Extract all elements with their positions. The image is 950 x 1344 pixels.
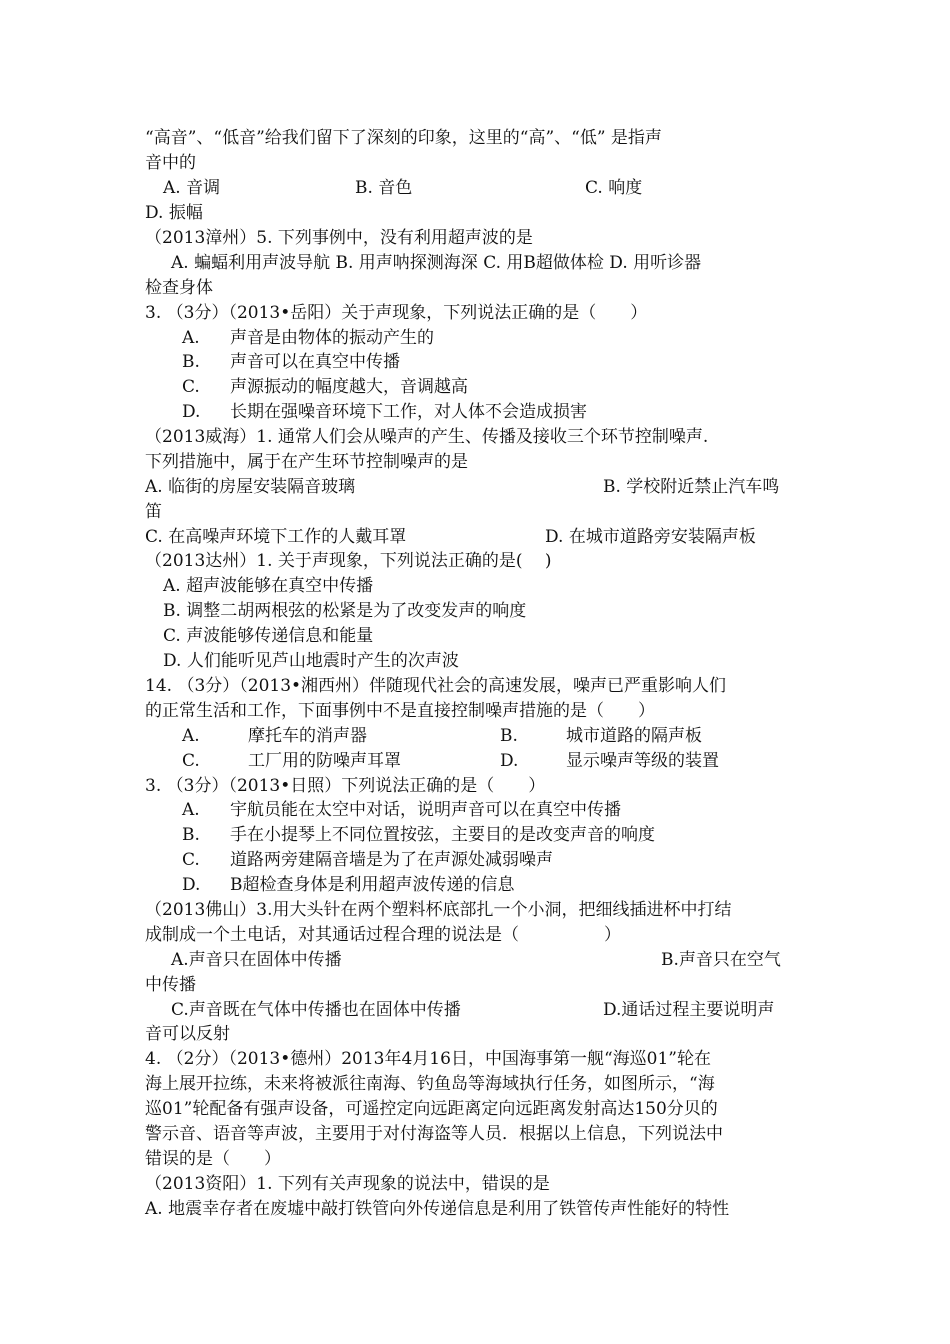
option-text: 手在小提琴上不同位置按弦，主要目的是改变声音的响度 [230, 825, 655, 845]
option-letter: D. [182, 875, 201, 895]
option-letter: B. [500, 726, 518, 746]
text-line: 海上展开拉练，未来将被派往南海、钓鱼岛等海域执行任务，如图所示，“海 [145, 1074, 715, 1094]
option-letter: C. [182, 377, 200, 397]
text-line: 巡01”轮配备有强声设备，可遥控定向远距离定向远距离发射高达150分贝的 [145, 1099, 718, 1119]
text-line: 检查身体 [145, 278, 213, 298]
option-a: A.声音只在固体中传播 [171, 950, 342, 970]
option-letter: B. [182, 825, 200, 845]
question-heading: 14. （3分）（2013•湘西州）伴随现代社会的高速发展，噪声已严重影响人们 [145, 676, 727, 696]
option-letter: A. [182, 800, 200, 820]
option-c: C. 声波能够传递信息和能量 [163, 626, 374, 646]
option-letter: C. [182, 751, 200, 771]
option-text: 工厂用的防噪声耳罩 [248, 751, 401, 771]
option-c: C. 在高噪声环境下工作的人戴耳罩 [145, 527, 407, 547]
question-heading: 3. （3分）（2013•日照）下列说法正确的是（ ） [145, 776, 546, 796]
option-b: B. 调整二胡两根弦的松紧是为了改变发声的响度 [163, 601, 527, 621]
text-line: 音中的 [145, 153, 196, 173]
text-line: 警示音、语音等声波，主要用于对付海盗等人员．根据以上信息，下列说法中 [145, 1124, 723, 1144]
option-d: D.通话过程主要说明声 [603, 1000, 775, 1020]
text-line: “高音”、“低音”给我们留下了深刻的印象，这里的“高”、“低” 是指声 [145, 128, 662, 148]
option-c: C. 响度 [585, 178, 643, 198]
text-line: A. 地震幸存者在废墟中敲打铁管向外传递信息是利用了铁管传声性能好的特性 [145, 1199, 730, 1219]
text-line: 下列措施中，属于在产生环节控制噪声的是 [145, 452, 468, 472]
option-text: 道路两旁建隔音墙是为了在声源处减弱噪声 [230, 850, 553, 870]
option-text: 声音可以在真空中传播 [230, 352, 400, 372]
option-d: D. 在城市道路旁安装隔声板 [545, 527, 756, 547]
text-line: 中传播 [145, 975, 196, 995]
text-line: 音可以反射 [145, 1024, 230, 1044]
option-text: B超检查身体是利用超声波传递的信息 [230, 875, 515, 895]
option-b: B. 学校附近禁止汽车鸣 [603, 477, 780, 497]
option-a: A. 超声波能够在真空中传播 [163, 576, 374, 596]
option-letter: C. [182, 850, 200, 870]
option-letter: B. [182, 352, 200, 372]
option-text: 声音是由物体的振动产生的 [230, 328, 434, 348]
text-line: 成制成一个土电话，对其通话过程合理的说法是（ ） [145, 925, 621, 945]
text-line: 笛 [145, 502, 162, 522]
option-a: A. 临街的房屋安装隔音玻璃 [145, 477, 356, 497]
question-heading: （2013漳州）5. 下列事例中，没有利用超声波的是 [145, 228, 533, 248]
question-heading: 3. （3分）（2013•岳阳）关于声现象，下列说法正确的是（ ） [145, 303, 648, 323]
option-a: A. 音调 [163, 178, 221, 198]
option-text: 宇航员能在太空中对话，说明声音可以在真空中传播 [230, 800, 621, 820]
option-b: B. 音色 [355, 178, 413, 198]
option-letter: D. [182, 402, 201, 422]
option-b: B.声音只在空气 [661, 950, 781, 970]
option-d: D. 振幅 [145, 203, 203, 223]
option-letter: D. [500, 751, 519, 771]
option-text: 显示噪声等级的装置 [566, 751, 719, 771]
option-text: 长期在强噪音环境下工作，对人体不会造成损害 [230, 402, 587, 422]
text-line: A. 蝙蝠利用声波导航 B. 用声呐探测海深 C. 用B超做体检 D. 用听诊器 [171, 253, 702, 273]
question-heading: （2013佛山）3.用大头针在两个塑料杯底部扎一个小洞，把细线插进杯中打结 [145, 900, 732, 920]
question-heading: （2013达州）1. 关于声现象，下列说法正确的是( ) [145, 551, 552, 571]
option-letter: A. [182, 726, 200, 746]
question-heading: （2013威海）1. 通常人们会从噪声的产生、传播及接收三个环节控制噪声. [145, 427, 709, 447]
question-heading: 4. （2分）（2013•德州）2013年4月16日，中国海事第一舰“海巡01”轮在 [145, 1049, 711, 1069]
option-text: 声源振动的幅度越大，音调越高 [230, 377, 468, 397]
option-c: C.声音既在气体中传播也在固体中传播 [171, 1000, 461, 1020]
option-letter: A. [182, 328, 200, 348]
text-line: 错误的是（ ） [145, 1149, 281, 1169]
option-text: 摩托车的消声器 [248, 726, 367, 746]
text-line: 的正常生活和工作，下面事例中不是直接控制噪声措施的是（ ） [145, 701, 655, 721]
option-d: D. 人们能听见芦山地震时产生的次声波 [163, 651, 459, 671]
question-heading: （2013资阳）1. 下列有关声现象的说法中，错误的是 [145, 1174, 550, 1194]
option-text: 城市道路的隔声板 [566, 726, 702, 746]
